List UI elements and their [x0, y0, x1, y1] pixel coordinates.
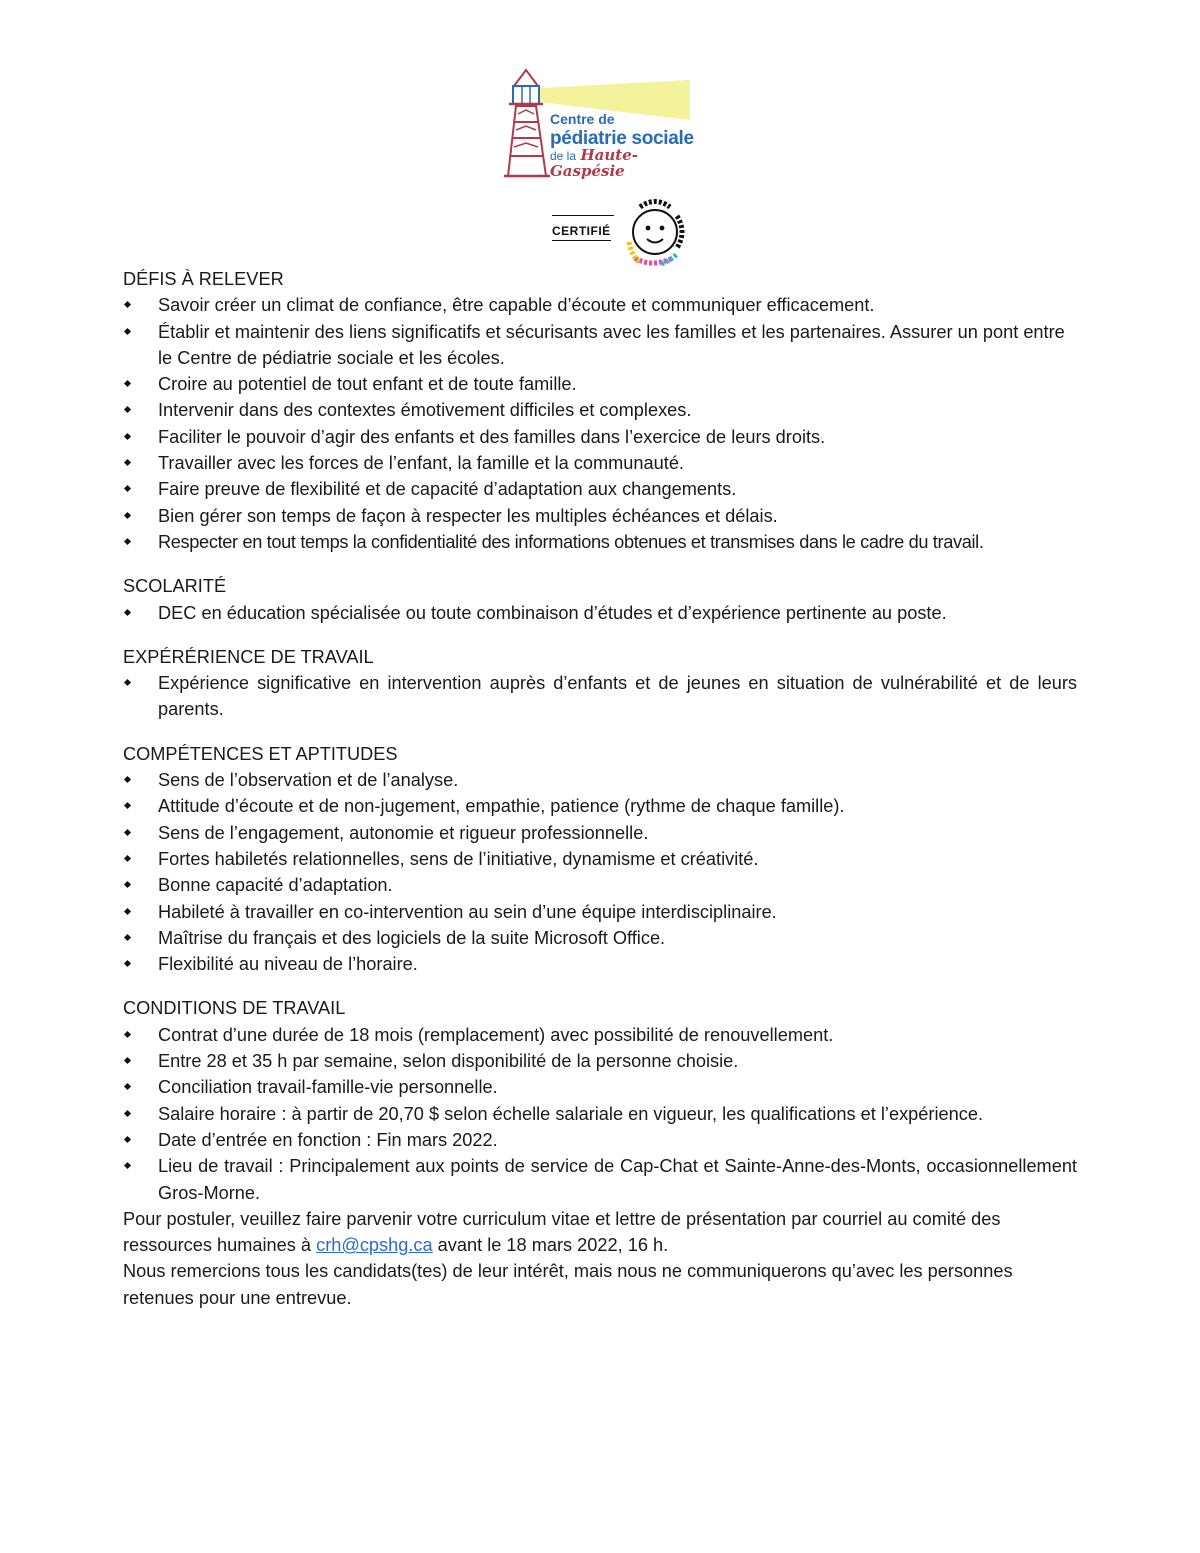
- list-item: Entre 28 et 35 h par semaine, selon disponibilité de la personne choisie.: [123, 1048, 1077, 1074]
- apply-text-before: Pour postuler, veuillez faire parvenir votre curriculum vitae et lettre de présentation par courriel au comité des ressources humaines à: [123, 1208, 1001, 1256]
- certification-row: [552, 204, 702, 266]
- list-item: Croire au potentiel de tout enfant et de toute famille.: [123, 371, 1077, 397]
- list-item: Bonne capacité d’adaptation.: [123, 872, 1077, 898]
- certified-label: CERTIFIÉ: [552, 224, 611, 241]
- list-item: Contrat d’une durée de 18 mois (remplacement) avec possibilité de renouvellement.: [123, 1022, 1077, 1048]
- list-item: Lieu de travail : Principalement aux points de service de Cap-Chat et Sainte-Anne-des-Monts, occasionnellement Gros-Morne.: [123, 1153, 1077, 1206]
- list-item: DEC en éducation spécialisée ou toute combinaison d’études et d’expérience pertinente au poste.: [123, 600, 1077, 626]
- section-title-defis: DÉFIS À RELEVER: [123, 269, 284, 289]
- section-title-competences: COMPÉTENCES ET APTITUDES: [123, 743, 398, 764]
- logo-line-2: pédiatrie sociale: [550, 128, 694, 149]
- logo-text: [550, 112, 700, 180]
- list-item: Faire preuve de flexibilité et de capacité d’adaptation aux changements.: [123, 476, 1077, 502]
- section-title-experience: EXPÉRÉRIENCE DE TRAVAIL: [123, 646, 374, 667]
- list-item: Sens de l’observation et de l’analyse.: [123, 767, 1077, 793]
- list-item: Maîtrise du français et des logiciels de la suite Microsoft Office.: [123, 925, 1077, 951]
- list-item: Sens de l’engagement, autonomie et rigueur professionnelle.: [123, 820, 1077, 846]
- apply-instructions: [123, 1206, 1077, 1259]
- list-competences: [123, 767, 1077, 977]
- list-item: Intervenir dans des contextes émotivement difficiles et complexes.: [123, 397, 1077, 423]
- section-title-scolarite: SCOLARITÉ: [123, 576, 227, 597]
- list-defis: [123, 292, 1077, 555]
- list-item: Fortes habiletés relationnelles, sens de l’initiative, dynamisme et créativité.: [123, 846, 1077, 872]
- list-item: Attitude d’écoute et de non-jugement, empathie, patience (rythme de chaque famille).: [123, 793, 1077, 819]
- list-item: Expérience significative en intervention auprès d’enfants et de jeunes en situation de vulnérabilité et de leurs parents.: [123, 670, 1077, 723]
- list-item: Habileté à travailler en co-intervention au sein d’une équipe interdisciplinaire.: [123, 899, 1077, 925]
- list-item: Faciliter le pouvoir d’agir des enfants et des familles dans l’exercice de leurs droits.: [123, 424, 1077, 450]
- list-item: Flexibilité au niveau de l’horaire.: [123, 951, 1077, 977]
- logo-line-3b: Haute-Gaspésie: [550, 146, 638, 180]
- thanks-paragraph: Nous remercions tous les candidats(tes) de leur intérêt, mais nous ne communiquerons qu’avec les personnes retenues pour une entrevue.: [123, 1261, 1013, 1308]
- cert-divider: [552, 215, 614, 216]
- list-item: Date d’entrée en fonction : Fin mars 2022.: [123, 1127, 1077, 1153]
- logo-line-1: Centre de: [550, 111, 615, 127]
- list-item: Savoir créer un climat de confiance, être capable d’écoute et communiquer efficacement.: [123, 292, 1077, 318]
- list-item: Salaire horaire : à partir de 20,70 $ selon échelle salariale en vigueur, les qualifications et l’expérience.: [123, 1101, 1077, 1127]
- list-item: Établir et maintenir des liens significatifs et sécurisants avec les familles et les partenaires. Assurer un pont entre le Centre de pédiatrie sociale et les écoles.: [123, 319, 1077, 372]
- list-scolarite: [123, 600, 1077, 626]
- apply-text-after: avant le 18 mars 2022, 16 h.: [432, 1235, 669, 1256]
- section-title-conditions: CONDITIONS DE TRAVAIL: [123, 998, 346, 1019]
- logo-line-3a: de la: [550, 149, 577, 163]
- list-item: Bien gérer son temps de façon à respecter les multiples échéances et délais.: [123, 503, 1077, 529]
- email-link[interactable]: crh@cpshg.ca: [316, 1235, 433, 1256]
- job-posting-body: [123, 266, 1077, 1311]
- header-logo: [500, 66, 700, 266]
- list-item: Respecter en tout temps la confidentialité des informations obtenues et transmises dans le cadre du travail.: [123, 529, 1077, 555]
- list-item: Travailler avec les forces de l’enfant, la famille et la communauté.: [123, 450, 1077, 476]
- list-conditions: [123, 1022, 1077, 1206]
- list-item: Conciliation travail-famille-vie personnelle.: [123, 1074, 1077, 1100]
- list-experience: [123, 670, 1077, 723]
